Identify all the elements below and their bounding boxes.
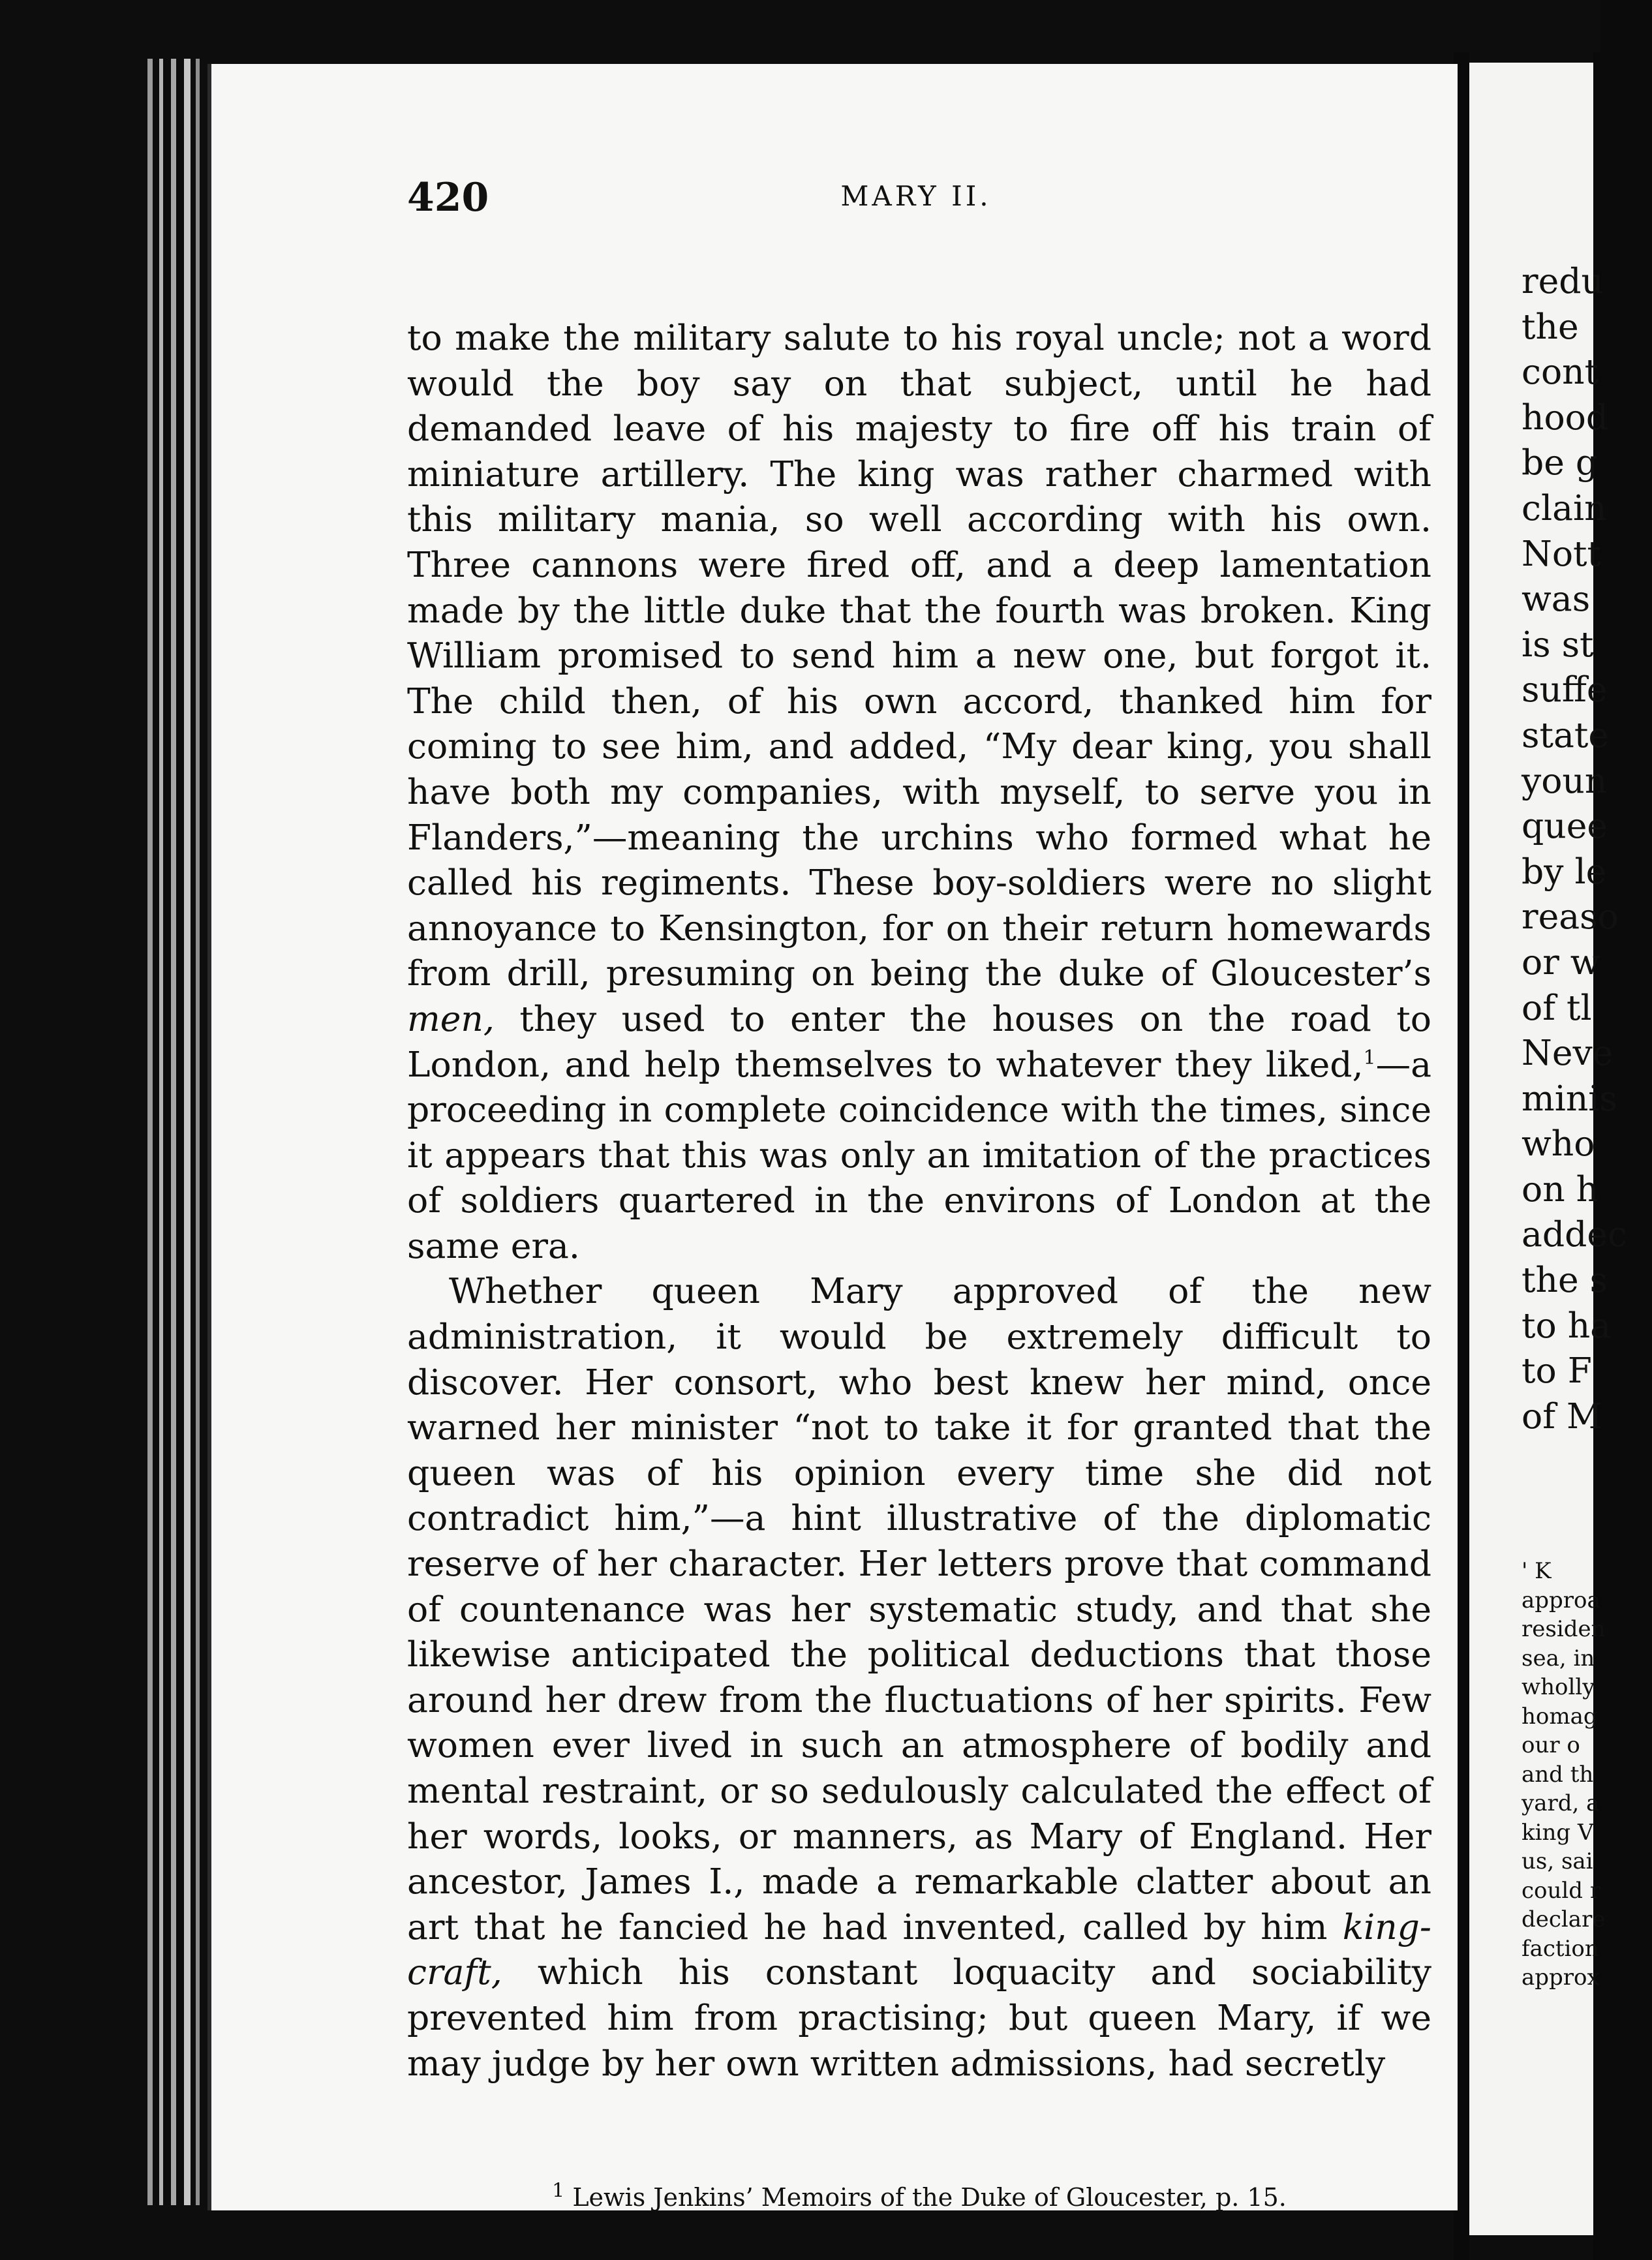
paragraph (407, 1268, 1431, 2086)
facing-page-line: to F (1522, 1350, 1592, 1392)
facing-page-note-line: and th (1522, 1761, 1594, 1788)
paragraph-text: Whether queen Mary approved of the new administration, it would be extremely difficult to discover. Her consort, who best knew her mind, once warned her minister “not to take it for granted that the queen was of his opinion every time she did not contradict him,”—a hint illustrative of the diplomatic reserve of her character. Her letters prove that command of countenance was her systematic study, and that she likewise anticipated the political deductions that those around her drew from the fluctuations of her spirits. Few women ever lived in such an atmosphere of bodily and mental restraint, or so sedulously calculated the effect of her words, looks, or manners, as Mary of England. Her ancestor, James I., made a remarkable clatter about an art that he fancied he had invented, called by him (407, 1270, 1431, 1947)
footnote-marker: 1 (552, 2179, 565, 2203)
paragraph (407, 315, 1431, 1268)
facing-page-line: is st (1522, 623, 1594, 665)
facing-page-note-line: us, sai (1522, 1848, 1593, 1874)
facing-page-line: to ha (1522, 1304, 1612, 1346)
facing-page-line: quee (1522, 805, 1608, 847)
facing-page-line: who (1522, 1123, 1595, 1165)
facing-page-line: clain (1522, 487, 1607, 528)
facing-page-line: by le (1522, 850, 1607, 892)
running-head: MARY II. (840, 180, 992, 212)
footnote-marker: 1 (1363, 1046, 1376, 1069)
facing-page-text (1522, 258, 1652, 1439)
page-edge (159, 59, 163, 2205)
facing-page-line: or w (1522, 941, 1600, 983)
facing-page-notes (1522, 1557, 1652, 1993)
facing-page-note-line: residen (1522, 1616, 1606, 1642)
facing-page-line: minis (1522, 1077, 1617, 1119)
facing-page-line: suffe (1522, 669, 1608, 710)
page-header (407, 175, 1425, 253)
page-edge (147, 59, 153, 2205)
page-edge (196, 59, 200, 2205)
facing-page-line: the s (1522, 1259, 1608, 1301)
facing-page-line: reaso (1522, 896, 1619, 938)
page-edge (184, 59, 191, 2205)
facing-page-line: Neve (1522, 1032, 1614, 1074)
body-text (407, 315, 1431, 2086)
facing-page-note-line: wholly (1522, 1674, 1595, 1700)
facing-page-line: be g (1522, 442, 1598, 483)
facing-page-line: redu (1522, 260, 1604, 301)
facing-page-line: addec (1522, 1214, 1628, 1255)
facing-page-note-line: declare (1522, 1906, 1606, 1932)
facing-page-line: Nott (1522, 532, 1602, 574)
facing-page-note-line: could r (1522, 1877, 1601, 1904)
facing-page-note-line: king V (1522, 1819, 1594, 1846)
facing-page-note-line: ' K (1522, 1558, 1552, 1584)
facing-page-line: youn (1522, 759, 1608, 801)
page-number: 420 (407, 175, 489, 221)
facing-page-line: state (1522, 714, 1610, 756)
facing-page-note-line: our o (1522, 1732, 1580, 1758)
facing-page-line: of tl (1522, 986, 1592, 1028)
footnote-text: Lewis Jenkins’ Memoirs of the Duke of Gloucester, p. 15. (572, 2183, 1287, 2212)
paragraph-text: to make the military salute to his royal uncle; not a word would the boy say on that subject, until he had demanded leave of his majesty to fire off his train of miniature artillery. The king was rather charmed with this military mania, so well according with his own. Three cannons were fired off, and a deep lamentation made by the little duke that the fourth was broken. King William promised to send him a new one, but forgot it. The child then, of his own accord, thanked him for coming to see him, and added, “My dear king, you shall have both my companies, with myself, to serve you in Flanders,”—meaning the urchins who formed what he called his regiments. These boy-soldiers were no slight annoyance to Kensington, for on their return homewards from drill, presuming on being the duke of Gloucester’s (407, 317, 1431, 994)
facing-page-note-line: faction (1522, 1935, 1599, 1962)
facing-page-note-line: approx (1522, 1964, 1600, 1991)
facing-page-line: on h (1522, 1168, 1599, 1210)
facing-page-note-line: yard, a (1522, 1790, 1600, 1816)
emphasis: men, (407, 998, 495, 1039)
page-edge (171, 59, 176, 2205)
facing-page-line: cont (1522, 351, 1599, 393)
paragraph-text: which his constant loquacity and sociability prevented him from practising; but queen Mary, if we may judge by her own written admissions, had secretly (407, 1951, 1431, 2084)
facing-page-note-line: approa (1522, 1587, 1600, 1613)
emphasis: king-craft, (407, 1906, 1431, 1993)
paragraph-text: they used to enter the houses on the road to London, and help themselves to whatever they liked, (407, 998, 1431, 1085)
facing-page-fragment (1469, 63, 1628, 2235)
facing-page-note-line: sea, in (1522, 1645, 1595, 1672)
facing-page-line: was (1522, 578, 1591, 620)
footnote (407, 2179, 1431, 2212)
facing-page-line: the (1522, 305, 1579, 347)
facing-page-note-line: homag (1522, 1703, 1598, 1730)
book-page (207, 64, 1458, 2210)
paragraph-text: —a proceeding in complete coincidence with the times, since it appears that this was only an imitation of the practices of soldiers quartered in the environs of London at the same era. (407, 1043, 1431, 1266)
facing-page-line: of M (1522, 1395, 1602, 1437)
facing-page-line: hood (1522, 396, 1609, 438)
